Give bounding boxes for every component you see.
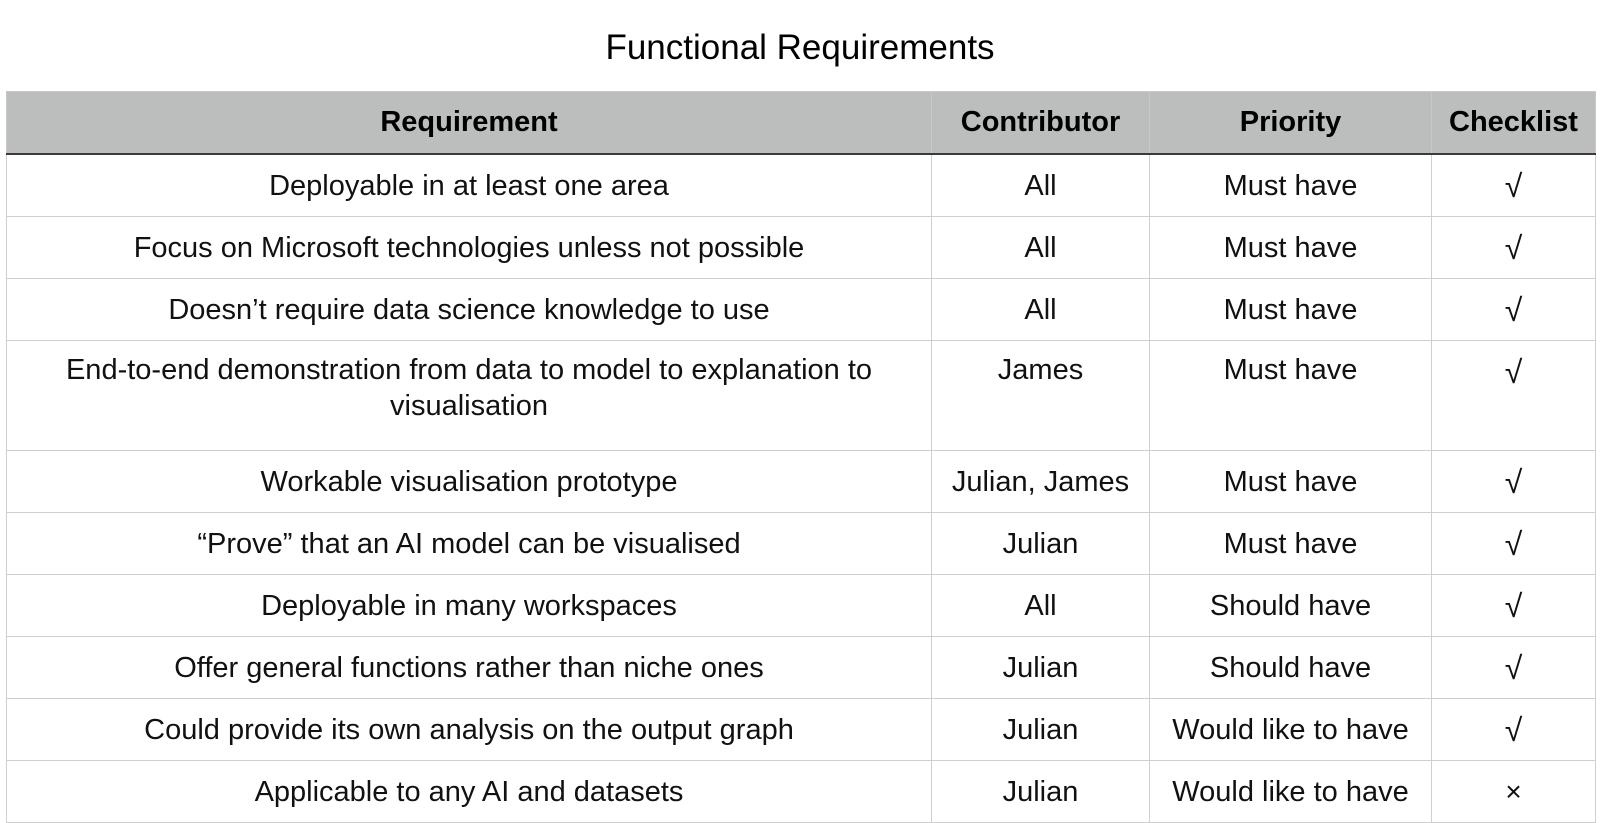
contributor-cell: All — [932, 279, 1150, 341]
table-row — [7, 699, 1596, 761]
table-row — [7, 451, 1596, 513]
checklist-cell: √ — [1432, 575, 1596, 637]
priority-cell: Must have — [1150, 513, 1432, 575]
table-row — [7, 279, 1596, 341]
checklist-cell: √ — [1432, 513, 1596, 575]
requirement-cell: Deployable in at least one area — [7, 154, 932, 217]
checklist-cell: √ — [1432, 451, 1596, 513]
column-header-checklist: Checklist — [1432, 92, 1596, 155]
priority-cell: Would like to have — [1150, 761, 1432, 823]
requirement-cell: Deployable in many workspaces — [7, 575, 932, 637]
contributor-cell: James — [932, 341, 1150, 451]
requirement-cell: Could provide its own analysis on the output graph — [7, 699, 932, 761]
priority-cell: Must have — [1150, 341, 1432, 451]
priority-cell: Must have — [1150, 451, 1432, 513]
table-row — [7, 761, 1596, 823]
column-header-priority: Priority — [1150, 92, 1432, 155]
priority-cell: Must have — [1150, 279, 1432, 341]
contributor-cell: Julian — [932, 513, 1150, 575]
requirement-cell: Doesn’t require data science knowledge to use — [7, 279, 932, 341]
checklist-cell: √ — [1432, 217, 1596, 279]
contributor-cell: Julian — [932, 637, 1150, 699]
priority-cell: Must have — [1150, 217, 1432, 279]
table-row — [7, 637, 1596, 699]
contributor-cell: All — [932, 575, 1150, 637]
contributor-cell: All — [932, 217, 1150, 279]
table-row — [7, 341, 1596, 451]
table-row — [7, 217, 1596, 279]
contributor-cell: Julian, James — [932, 451, 1150, 513]
priority-cell: Should have — [1150, 575, 1432, 637]
priority-cell: Must have — [1150, 154, 1432, 217]
table-row — [7, 154, 1596, 217]
column-header-requirement: Requirement — [7, 92, 932, 155]
priority-cell: Should have — [1150, 637, 1432, 699]
priority-cell: Would like to have — [1150, 699, 1432, 761]
checklist-cell: √ — [1432, 637, 1596, 699]
requirement-cell: “Prove” that an AI model can be visualised — [7, 513, 932, 575]
checklist-cell: √ — [1432, 341, 1596, 451]
page-title: Functional Requirements — [605, 28, 995, 67]
checklist-cell: √ — [1432, 699, 1596, 761]
header-row — [7, 92, 1596, 155]
checklist-cell: √ — [1432, 154, 1596, 217]
requirement-cell: Offer general functions rather than niche ones — [7, 637, 932, 699]
requirements-table — [6, 91, 1596, 823]
contributor-cell: Julian — [932, 761, 1150, 823]
checklist-cell: × — [1432, 761, 1596, 823]
checklist-cell: √ — [1432, 279, 1596, 341]
contributor-cell: Julian — [932, 699, 1150, 761]
requirement-cell: Applicable to any AI and datasets — [7, 761, 932, 823]
table-row — [7, 513, 1596, 575]
column-header-contributor: Contributor — [932, 92, 1150, 155]
requirement-cell: Workable visualisation prototype — [7, 451, 932, 513]
requirement-cell: End-to-end demonstration from data to model to explanation to visualisation — [7, 341, 932, 451]
contributor-cell: All — [932, 154, 1150, 217]
requirement-cell: Focus on Microsoft technologies unless not possible — [7, 217, 932, 279]
table-row — [7, 575, 1596, 637]
